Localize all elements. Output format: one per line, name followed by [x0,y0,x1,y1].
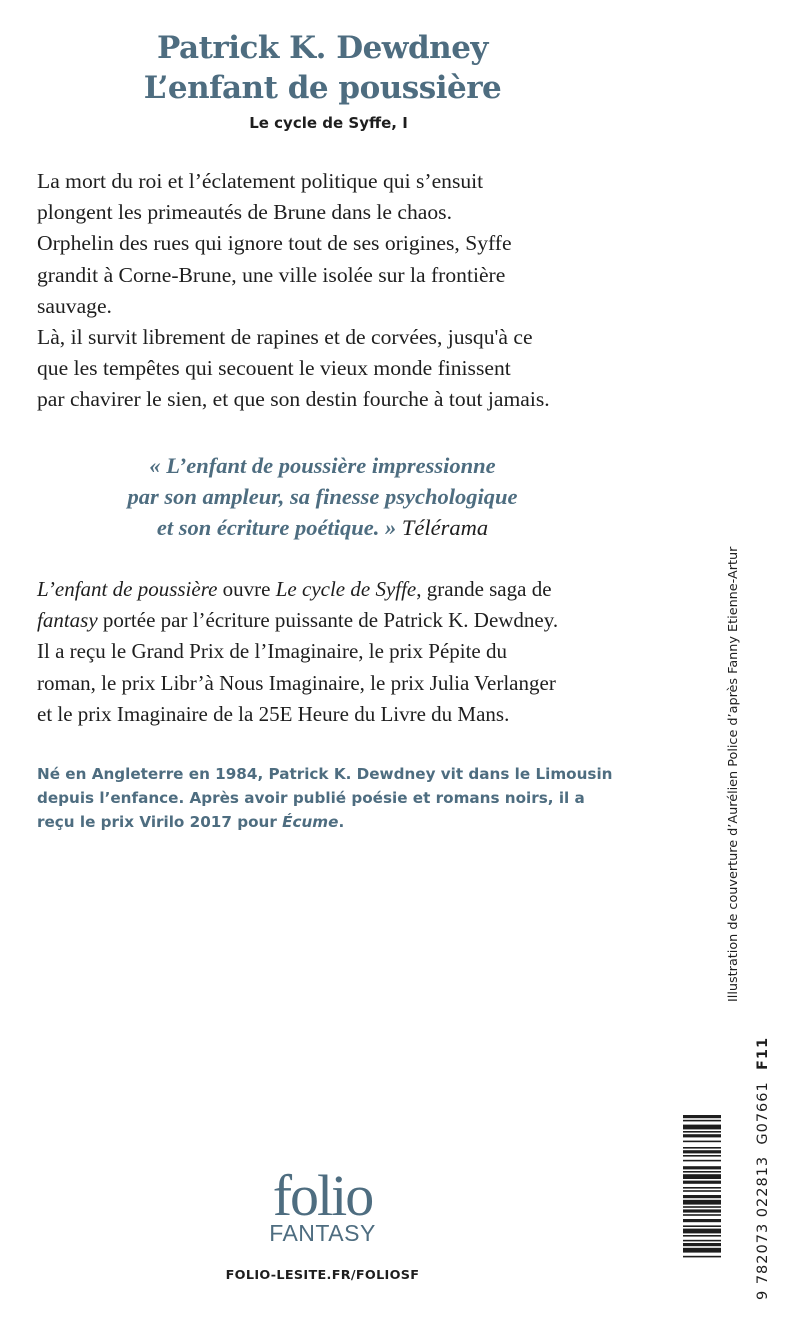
collection-name: FANTASY [269,1220,376,1246]
bio-text: . [338,813,345,831]
author-name: Patrick K. Dewdney [157,30,488,66]
summary-line: Orphelin des rues qui ignore tout de ses origines, Syffe [37,231,512,256]
about-line [37,574,637,605]
book-title: L’enfant de poussière [143,70,502,106]
product-code: G07661 [755,1081,771,1145]
summary-line: Là, il survit librement de rapines et de corvées, jusqu'à ce [37,325,533,350]
quote-line: et son écriture poétique. » [156,515,397,540]
quote-line: par son ampleur, sa finesse psychologique [127,484,518,509]
about-text: , grande saga de [416,577,552,601]
publisher-logo [200,1163,445,1283]
bio-text: reçu le prix Virilo 2017 pour [37,813,283,831]
series-ref: Le cycle de Syffe [275,577,417,601]
quote-line: « L’enfant de poussière impressionne [149,453,496,478]
bio-line: depuis l’enfance. Après avoir publié poésie et romans noirs, il a [37,789,585,807]
summary-line: grandit à Corne-Brune, une ville isolée sur la frontière [37,262,506,287]
illustration-credit: Illustration de couverture d’Aurélien Police d’après Fanny Etienne-Artur [726,546,741,1002]
about-line: roman, le prix Libr’à Nous Imaginaire, le prix Julia Verlanger [37,670,556,695]
press-quote [30,450,615,543]
bio-line [37,810,627,834]
about-text: portée par l’écriture puissante de Patrick K. Dewdney. [97,608,559,633]
barcode [683,1115,721,1310]
about-line: et le prix Imaginaire de la 25E Heure du Livre du Mans. [37,701,510,726]
about-paragraph [37,574,637,730]
about-text: ouvre [217,577,276,601]
about-line [37,605,637,636]
summary-line: plongent les primeautés de Brune dans le chaos. [37,200,452,225]
header [0,28,645,132]
website-url[interactable]: FOLIO-LESITE.FR/FOLIOSF [225,1268,420,1283]
book-ref: Écume [282,813,339,831]
genre-ref: fantasy [37,608,98,633]
about-line: Il a reçu le Grand Prix de l’Imaginaire, le prix Pépite du [37,639,507,664]
folio-logo: folio [272,1163,373,1228]
summary [37,166,637,416]
series-name: Le cycle de Syffe, I [249,114,408,132]
price-category: F11 [755,1036,771,1071]
quote-source: Télérama [401,515,489,540]
bio-line: Né en Angleterre en 1984, Patrick K. Dewdney vit dans le Limousin [37,765,613,783]
summary-line: que les tempêtes qui secouent le vieux monde finissent [37,356,511,381]
title-ref: L’enfant de poussière [37,577,218,601]
summary-line: par chavirer le sien, et que son destin fourche à tout jamais. [37,387,550,412]
author-bio [37,762,627,834]
quote-last-line [30,512,615,543]
barcode-numbers [755,1037,771,1300]
summary-line: La mort du roi et l’éclatement politique qui s’ensuit [37,169,484,193]
summary-line: sauvage. [37,293,112,318]
isbn: 9 782073 022813 [755,1155,771,1300]
